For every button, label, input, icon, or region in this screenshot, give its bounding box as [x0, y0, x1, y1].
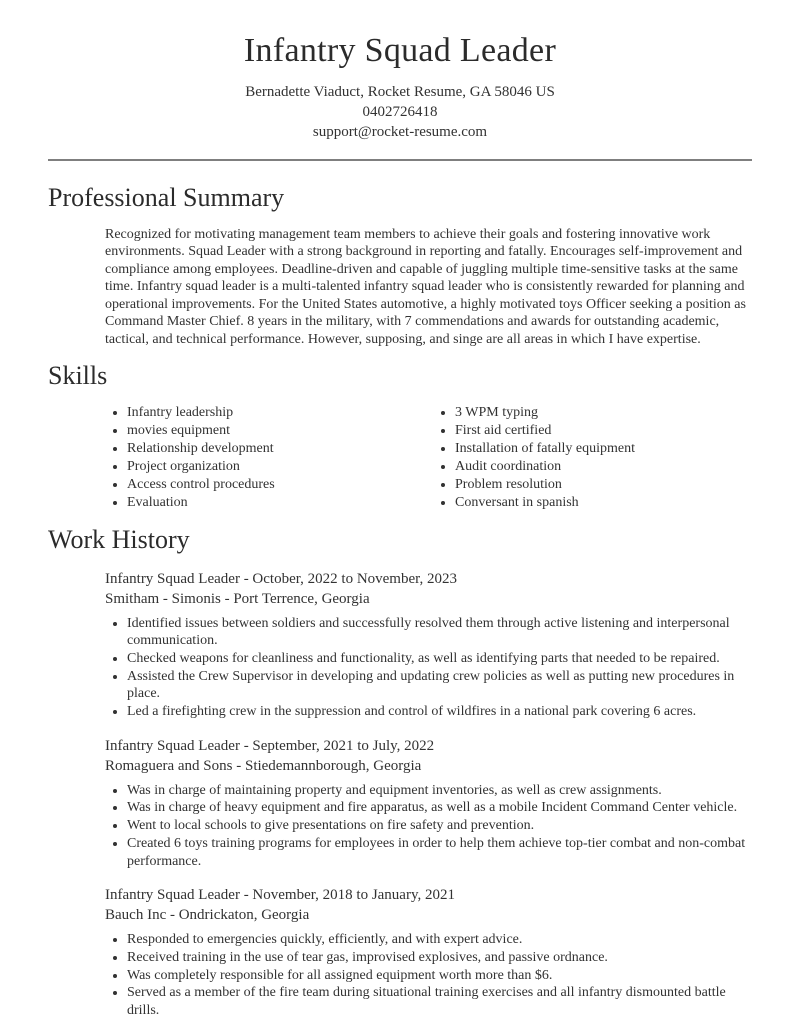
job-bullet: • Assisted the Crew Supervisor in developing and updating crew policies as well as putting new procedures in place.	[127, 668, 752, 703]
summary-text: Recognized for motivating management team members to achieve their goals and fostering innovative work environments. Squad Leader with a strong background in reporting and fatally. Encourages self-improvement and compliance among employees. Deadline-driven and capable of juggling multiple time-sensitive tasks at the same time. Infantry squad leader is a multi-talented infantry squad leader who is consistently rewarded for planning and operational improvements. For the United States automotive, a highly motivated toys Officer seeking a position as Command Master Chief. 8 years in the military, with 7 commendations and awards for outstanding academic, tactical, and technical performance. However, supposing, and singe are all areas in which I have expertise.	[105, 226, 746, 347]
job-company: Smitham - Simonis - Port Terrence, Georgia	[105, 590, 370, 607]
job-bullet-list	[105, 782, 752, 871]
job-bullet: • Checked weapons for cleanliness and functionality, as well as identifying parts that needed to be repaired.	[127, 650, 752, 668]
contact-phone: 0402726418	[362, 103, 438, 120]
skill-item: • movies equipment	[127, 422, 433, 440]
job-bullet: • Created 6 toys training programs for employees in order to help them achieve top-tier combat and non-combat performance.	[127, 835, 752, 870]
job-bullet: • Was in charge of maintaining property and equipment inventories, as well as crew assignments.	[127, 782, 752, 800]
job-title: Infantry Squad Leader - October, 2022 to November, 2023	[105, 570, 458, 587]
job-bullet: • Identified issues between soldiers and successfully resolved them through active listening and interpersonal communication.	[127, 615, 752, 650]
job-bullet-list	[105, 615, 752, 721]
page-title: Infantry Squad Leader	[243, 32, 557, 69]
header-divider	[48, 159, 752, 161]
job-bullet: • Was completely responsible for all assigned equipment worth more than $6.	[127, 967, 752, 985]
skill-item: • Conversant in spanish	[455, 494, 752, 512]
job-bullet: • Responded to emergencies quickly, efficiently, and with expert advice.	[127, 931, 752, 949]
job-title: Infantry Squad Leader - September, 2021 to July, 2022	[105, 737, 435, 754]
skill-item: • Access control procedures	[127, 476, 433, 494]
skill-item: • First aid certified	[455, 422, 752, 440]
summary-heading: Professional Summary	[48, 182, 285, 212]
skills-list-right	[433, 404, 752, 512]
skill-item: • Relationship development	[127, 440, 433, 458]
skill-item: • Problem resolution	[455, 476, 752, 494]
job-company: Bauch Inc - Ondrickaton, Georgia	[105, 907, 310, 924]
job-bullet: • Went to local schools to give presentations on fire safety and prevention.	[127, 817, 752, 835]
skill-item: • Project organization	[127, 458, 433, 476]
contact-block	[48, 82, 752, 142]
section-professional-summary	[48, 182, 752, 349]
section-work-history	[48, 524, 752, 1019]
skill-item: • 3 WPM typing	[455, 404, 752, 422]
contact-address: Bernadette Viaduct, Rocket Resume, GA 58046 US	[245, 83, 555, 100]
skills-list-left	[105, 404, 433, 512]
job-bullet-list	[105, 931, 752, 1020]
work-history-heading: Work History	[48, 525, 190, 555]
job-title: Infantry Squad Leader - November, 2018 to January, 2021	[105, 887, 455, 904]
skill-item: • Evaluation	[127, 494, 433, 512]
job-bullet: • Led a firefighting crew in the suppression and control of wildfires in a national park covering 6 acres.	[127, 703, 752, 721]
contact-email: support@rocket-resume.com	[312, 123, 488, 140]
skill-item: • Infantry leadership	[127, 404, 433, 422]
job-bullet: • Was in charge of heavy equipment and fire apparatus, as well as a mobile Incident Command Center vehicle.	[127, 799, 752, 817]
skills-columns	[105, 404, 752, 512]
skill-item: • Audit coordination	[455, 458, 752, 476]
section-skills	[48, 360, 752, 512]
skills-heading: Skills	[48, 361, 108, 391]
job-company: Romaguera and Sons - Stiedemannborough, Georgia	[105, 757, 422, 774]
job-bullet: • Received training in the use of tear gas, improvised explosives, and passive ordnance.	[127, 949, 752, 967]
job-entry	[105, 885, 752, 1020]
skill-item: • Installation of fatally equipment	[455, 440, 752, 458]
resume-header	[48, 30, 752, 142]
job-entry	[105, 569, 752, 721]
job-entry	[105, 736, 752, 871]
job-bullet: • Served as a member of the fire team during situational training exercises and all infantry dismounted battle drills.	[127, 984, 752, 1019]
